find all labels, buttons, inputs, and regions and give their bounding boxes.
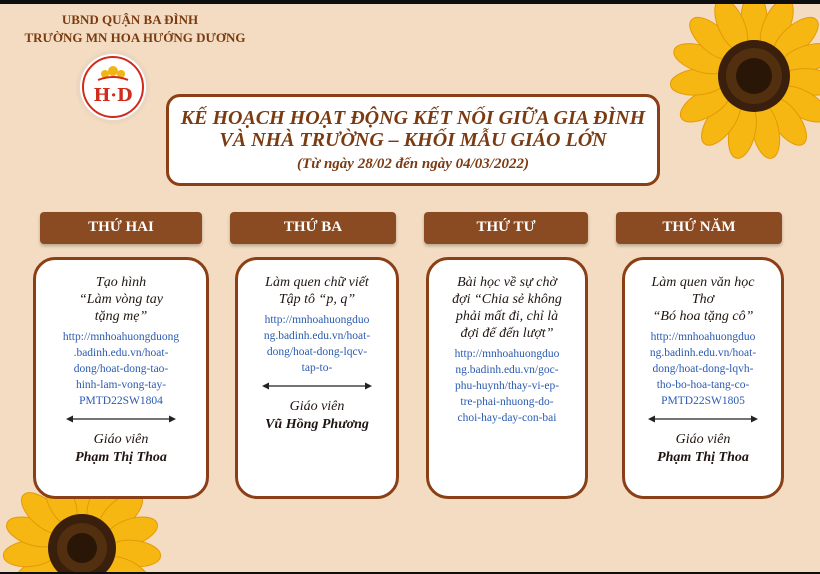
plan-title-box (166, 94, 660, 186)
school-name: TRƯỜNG MN HOA HƯỚNG DƯƠNG (24, 30, 246, 45)
teacher-label: Giáo viên (675, 432, 731, 447)
plan-dates: (Từ ngày 28/02 đến ngày 04/03/2022) (297, 156, 529, 172)
plan-slide (0, 4, 820, 572)
logo-text: H·D (93, 85, 133, 106)
teacher-name: Phạm Thị Thoa (657, 450, 749, 465)
activity-link[interactable]: http://mnhoahuongduo ng.badinh.edu.vn/goc- phu-huynh/thay-vi-ep- tre-phai-nhuong-do- choi-hay-day-con-bai (454, 348, 560, 424)
day-header-wednesday: THỨ TƯ (424, 212, 588, 244)
sunflower-top-right-icon (666, 4, 820, 168)
day-header-tuesday: THỨ BA (230, 212, 396, 244)
plan-title-line2: VÀ NHÀ TRƯỜNG – KHỐI MẪU GIÁO LỚN (219, 129, 607, 151)
activity-title: Làm quen văn học Thơ “Bó hoa tặng cô” (651, 275, 755, 324)
school-logo (80, 54, 146, 120)
district-name: UBND QUẬN BA ĐÌNH (61, 12, 199, 27)
teacher-name: Phạm Thị Thoa (75, 450, 167, 465)
activity-card-tuesday (235, 257, 399, 499)
double-arrow-icon (648, 415, 758, 423)
activity-link[interactable]: http://mnhoahuongduo ng.badinh.edu.vn/hoat- dong/hoat-dong-lqvh- tho-bo-hoa-tang-co- PMTD22SW1805 (649, 331, 757, 407)
activity-link[interactable]: http://mnhoahuongduong .badinh.edu.vn/hoat- dong/hoat-dong-tao- hinh-lam-vong-tay- PMTD22SW1804 (62, 331, 180, 407)
day-header-monday: THỨ HAI (40, 212, 202, 244)
activity-card-monday (33, 257, 209, 499)
activity-title: Làm quen chữ viết Tập tô “p, q” (265, 275, 369, 307)
teacher-label: Giáo viên (289, 399, 345, 414)
plan-title-line1: KẾ HOẠCH HOẠT ĐỘNG KẾT NỐI GIỮA GIA ĐÌNH (180, 107, 646, 129)
activity-card-thursday (622, 257, 784, 499)
teacher-label: Giáo viên (93, 432, 149, 447)
teacher-name: Vũ Hồng Phương (265, 417, 369, 432)
day-header-thursday: THỨ NĂM (616, 212, 782, 244)
double-arrow-icon (66, 415, 176, 423)
double-arrow-icon (262, 382, 372, 390)
school-logo-icon (80, 54, 146, 120)
activity-link[interactable]: http://mnhoahuongduo ng.badinh.edu.vn/hoat- dong/hoat-dong-lqcv- tap-to- (263, 314, 371, 374)
activity-title: Bài học về sự chờ đợi “Chia sẻ không phải mất đi, chỉ là đợi để đến lượt” (452, 275, 562, 341)
activity-title: Tạo hình “Làm vòng tay tặng mẹ” (79, 275, 163, 324)
activity-card-wednesday (426, 257, 588, 499)
